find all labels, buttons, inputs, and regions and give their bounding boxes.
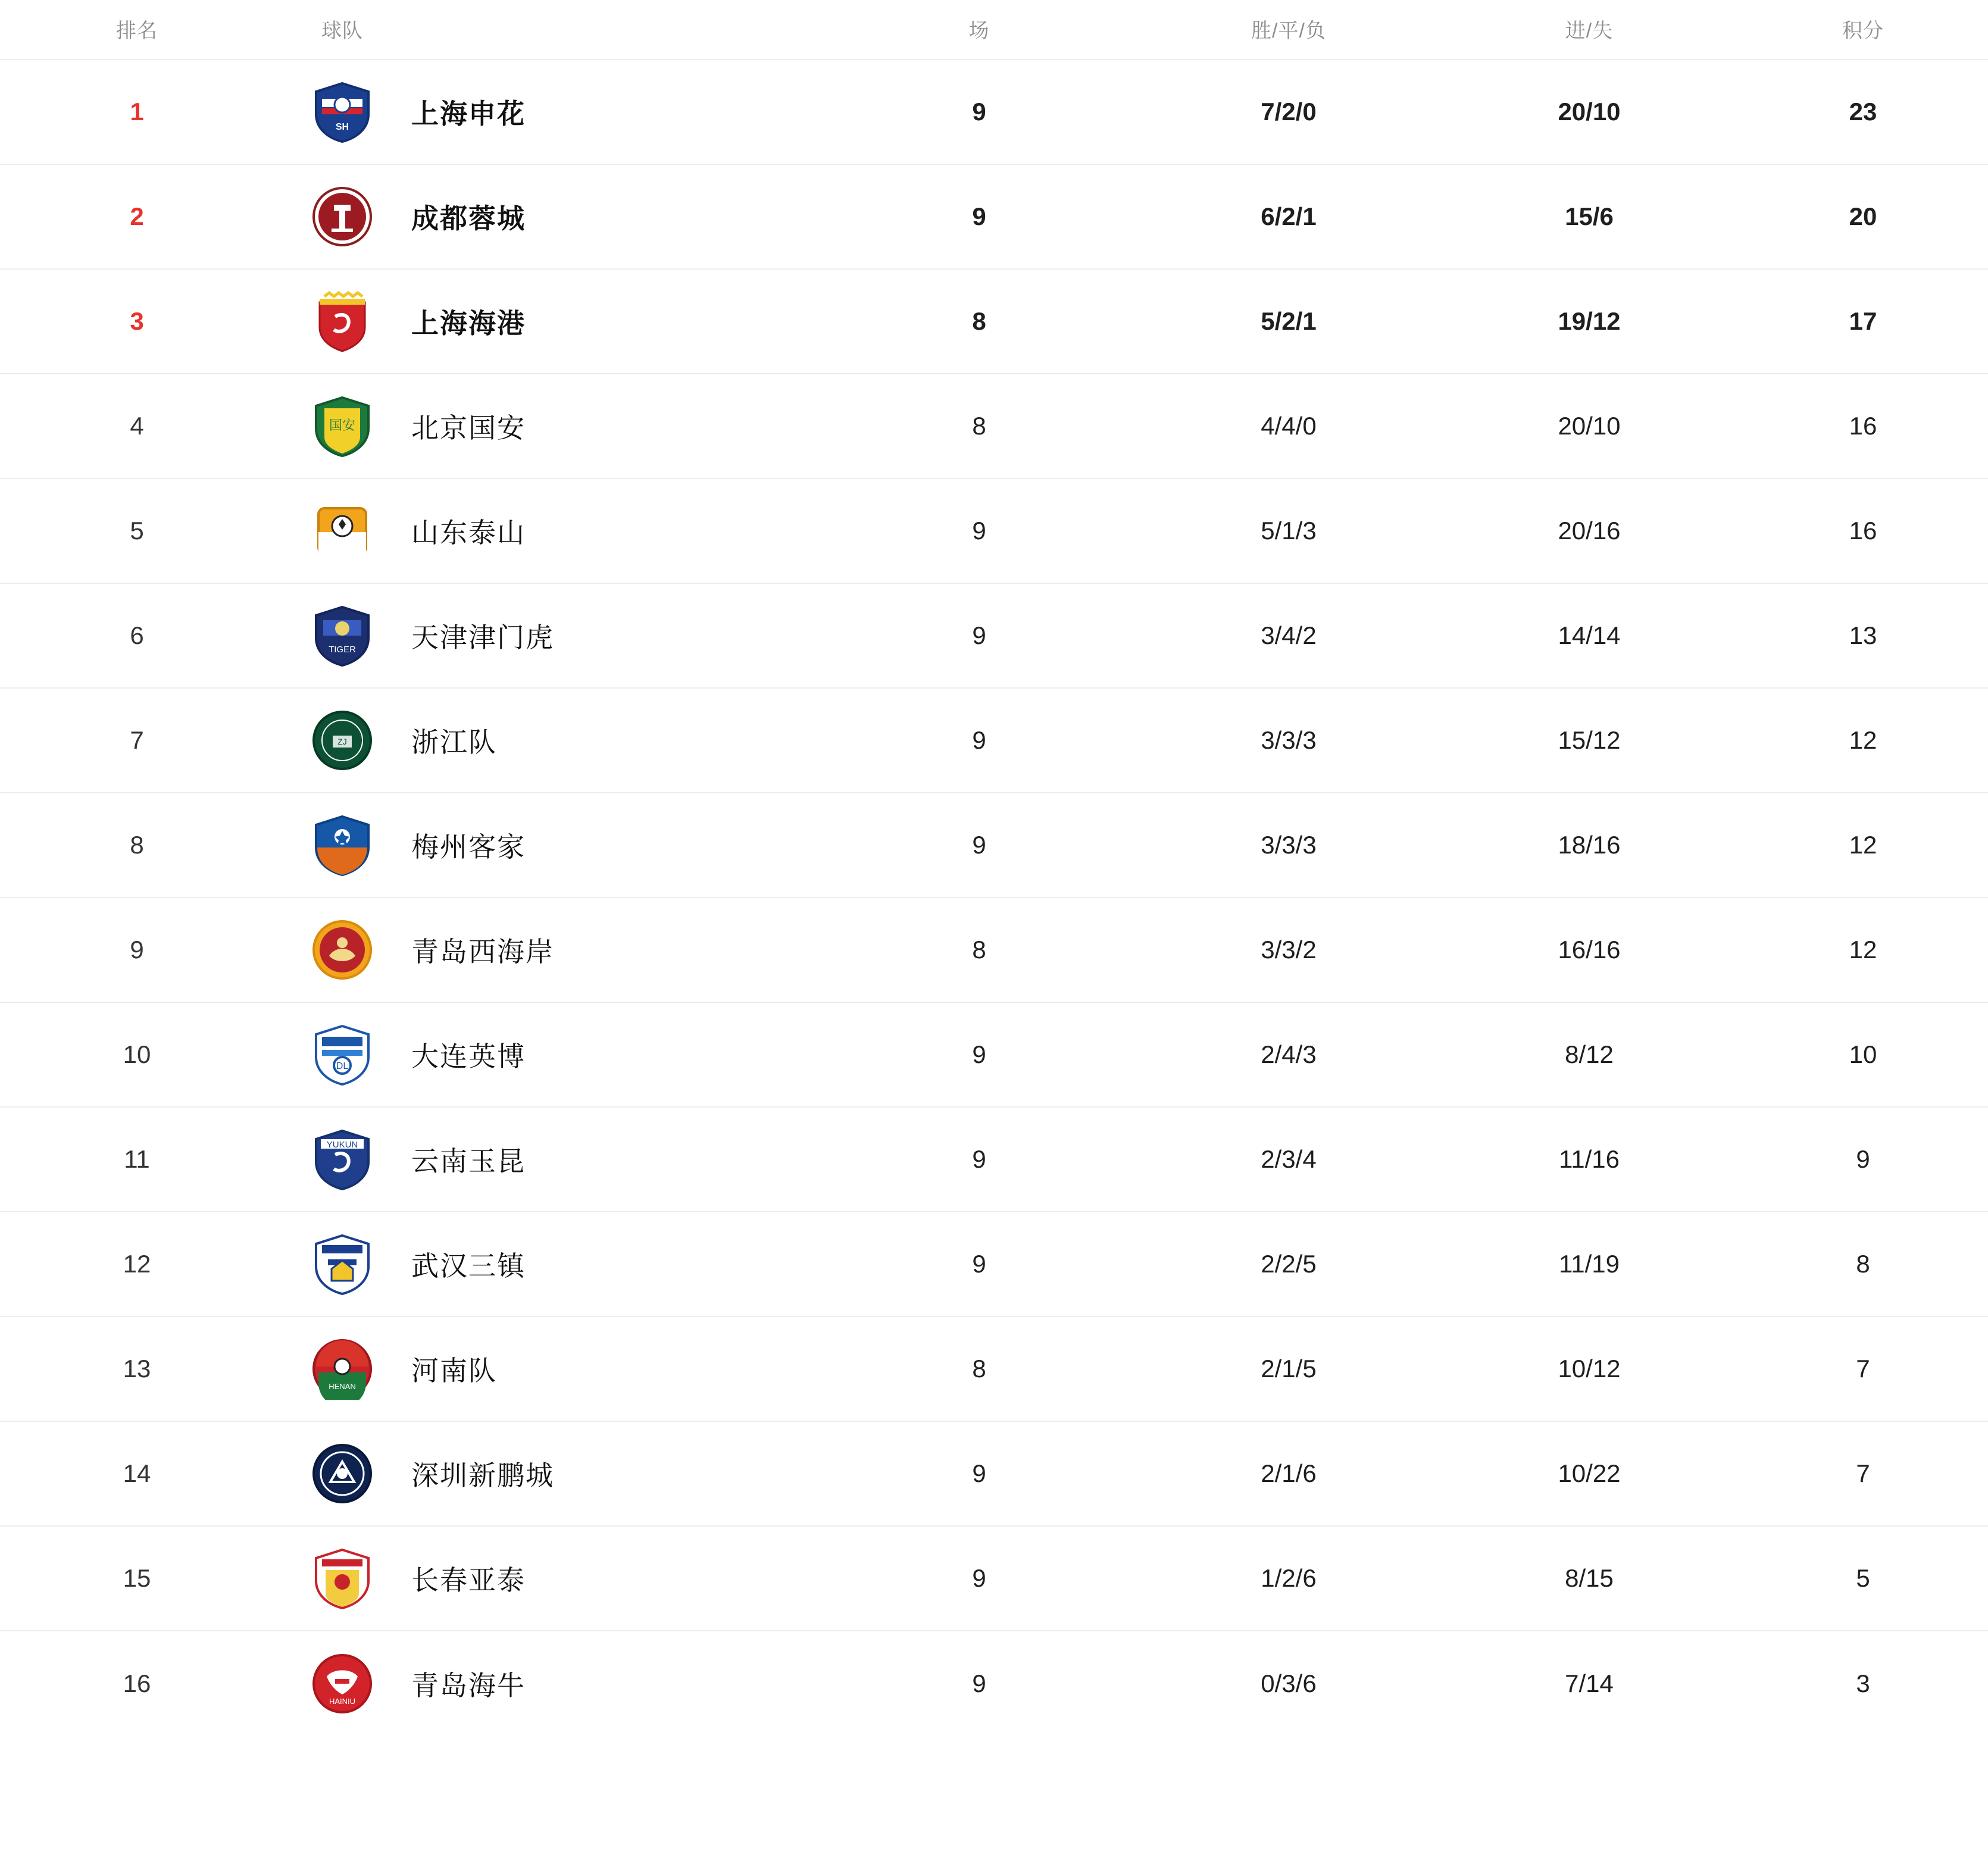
- team-name-cell[interactable]: 长春亚泰: [411, 1565, 526, 1596]
- goals-for-against-cell: 10/12: [1558, 1355, 1621, 1383]
- played-cell: 8: [972, 1355, 986, 1383]
- win-draw-loss-cell: 5/2/1: [1261, 307, 1317, 335]
- henan-crest: [311, 1338, 373, 1400]
- team-crest-cell: [274, 269, 411, 374]
- zhejiang-crest: [311, 709, 373, 771]
- team-name-cell[interactable]: 天津津门虎: [411, 622, 554, 653]
- column-header-team-name: [411, 0, 827, 60]
- team-name-cell[interactable]: 大连英博: [411, 1041, 526, 1072]
- points-cell: 23: [1849, 98, 1877, 126]
- played-cell: 9: [972, 621, 986, 649]
- table-row[interactable]: [0, 793, 1988, 897]
- table-row[interactable]: [0, 1316, 1988, 1421]
- table-row[interactable]: [0, 583, 1988, 688]
- win-draw-loss-cell: 5/1/3: [1261, 517, 1317, 545]
- chengdu-rongcheng-crest: [311, 186, 373, 248]
- played-cell: 9: [972, 517, 986, 545]
- column-header-wdl: 胜/平/负: [1251, 20, 1326, 42]
- beijing-guoan-crest: [311, 395, 373, 457]
- team-crest-cell: [274, 60, 411, 164]
- team-name-cell[interactable]: 武汉三镇: [411, 1250, 526, 1281]
- rank-cell: 16: [123, 1669, 151, 1697]
- column-header-played: 场: [968, 20, 990, 42]
- column-header-team-logo: 球队: [321, 20, 363, 42]
- svg-text:HAINIU: HAINIU: [329, 1696, 356, 1706]
- rank-cell: 5: [130, 517, 144, 545]
- points-cell: 12: [1849, 831, 1877, 859]
- team-crest-cell: [274, 479, 411, 583]
- points-cell: 16: [1849, 517, 1877, 545]
- wuhan-three-towns-crest: [311, 1233, 373, 1295]
- rank-cell: 10: [123, 1040, 151, 1068]
- goals-for-against-cell: 14/14: [1558, 621, 1621, 649]
- points-cell: 8: [1856, 1250, 1870, 1278]
- goals-for-against-cell: 15/12: [1558, 726, 1621, 754]
- tianjin-jinmenhu-crest: [311, 605, 373, 667]
- win-draw-loss-cell: 3/3/3: [1261, 726, 1317, 754]
- team-name-cell[interactable]: 山东泰山: [411, 517, 526, 548]
- rank-cell: 14: [123, 1459, 151, 1487]
- played-cell: 9: [972, 726, 986, 754]
- goals-for-against-cell: 18/16: [1558, 831, 1621, 859]
- rank-cell: 11: [124, 1145, 150, 1173]
- qingdao-west-coast-crest: [311, 919, 373, 981]
- win-draw-loss-cell: 2/2/5: [1261, 1250, 1317, 1278]
- table-row[interactable]: [0, 479, 1988, 583]
- rank-cell: 7: [130, 726, 144, 754]
- svg-text:ZJ: ZJ: [337, 737, 347, 746]
- played-cell: 9: [972, 1040, 986, 1068]
- goals-for-against-cell: 8/15: [1565, 1564, 1614, 1592]
- win-draw-loss-cell: 7/2/0: [1261, 98, 1317, 126]
- points-cell: 12: [1849, 936, 1877, 964]
- team-name-cell[interactable]: 浙江队: [411, 727, 497, 758]
- rank-cell: 3: [130, 307, 144, 335]
- played-cell: 9: [972, 1564, 986, 1592]
- goals-for-against-cell: 15/6: [1565, 202, 1614, 230]
- rank-cell: 9: [130, 936, 144, 964]
- team-crest-cell: [274, 164, 411, 269]
- win-draw-loss-cell: 0/3/6: [1261, 1669, 1317, 1697]
- shandong-taishan-crest: [311, 500, 373, 562]
- table-row[interactable]: [0, 374, 1988, 479]
- svg-text:国安: 国安: [329, 418, 356, 433]
- table-row[interactable]: [0, 1526, 1988, 1631]
- points-cell: 16: [1849, 412, 1877, 440]
- played-cell: 9: [972, 831, 986, 859]
- team-name-cell[interactable]: 梅州客家: [411, 831, 526, 862]
- goals-for-against-cell: 20/16: [1558, 517, 1621, 545]
- goals-for-against-cell: 16/16: [1558, 936, 1621, 964]
- table-row[interactable]: [0, 688, 1988, 793]
- svg-text:YUKUN: YUKUN: [326, 1140, 358, 1150]
- played-cell: 9: [972, 1669, 986, 1697]
- goals-for-against-cell: 8/12: [1565, 1040, 1614, 1068]
- win-draw-loss-cell: 6/2/1: [1261, 202, 1317, 230]
- played-cell: 9: [972, 1459, 986, 1487]
- table-body: [0, 60, 1988, 1735]
- points-cell: 5: [1856, 1564, 1870, 1592]
- goals-for-against-cell: 10/22: [1558, 1459, 1621, 1487]
- column-header-rank: 排名: [116, 20, 158, 42]
- team-crest-cell: [274, 1631, 411, 1735]
- team-crest-cell: [274, 1107, 411, 1212]
- team-crest-cell: [274, 1316, 411, 1421]
- points-cell: 9: [1856, 1145, 1870, 1173]
- svg-text:SH: SH: [335, 122, 349, 132]
- rank-cell: 1: [130, 98, 144, 126]
- team-name-cell[interactable]: 深圳新鹏城: [411, 1460, 554, 1491]
- win-draw-loss-cell: 2/1/5: [1261, 1355, 1317, 1383]
- rank-cell: 4: [130, 412, 144, 440]
- team-crest-cell: [274, 1526, 411, 1631]
- team-name-cell[interactable]: 上海海港: [411, 308, 526, 339]
- table-row[interactable]: [0, 164, 1988, 269]
- team-name-cell[interactable]: 青岛西海岸: [411, 936, 554, 967]
- shanghai-shenhua-crest: [311, 81, 373, 143]
- table-row[interactable]: [0, 1107, 1988, 1212]
- team-name-cell[interactable]: 上海申花: [411, 98, 526, 129]
- svg-text:TIGER: TIGER: [329, 645, 356, 655]
- points-cell: 7: [1856, 1459, 1870, 1487]
- dalian-yingbo-crest: [311, 1024, 373, 1086]
- goals-for-against-cell: 7/14: [1565, 1669, 1614, 1697]
- column-header-points: 积分: [1842, 20, 1884, 42]
- win-draw-loss-cell: 2/4/3: [1261, 1040, 1317, 1068]
- goals-for-against-cell: 11/19: [1559, 1250, 1620, 1278]
- changchun-yatai-crest: [311, 1547, 373, 1609]
- svg-text:HENAN: HENAN: [329, 1382, 356, 1391]
- goals-for-against-cell: 20/10: [1558, 412, 1621, 440]
- win-draw-loss-cell: 2/3/4: [1261, 1145, 1317, 1173]
- win-draw-loss-cell: 3/3/3: [1261, 831, 1317, 859]
- points-cell: 12: [1849, 726, 1877, 754]
- team-name-cell[interactable]: 云南玉昆: [411, 1146, 526, 1177]
- win-draw-loss-cell: 2/1/6: [1261, 1459, 1317, 1487]
- team-crest-cell: [274, 688, 411, 793]
- win-draw-loss-cell: 1/2/6: [1261, 1564, 1317, 1592]
- rank-cell: 2: [130, 202, 144, 230]
- played-cell: 8: [972, 307, 986, 335]
- points-cell: 7: [1856, 1355, 1870, 1383]
- table-row[interactable]: [0, 1002, 1988, 1107]
- team-crest-cell: [274, 1421, 411, 1526]
- table-row[interactable]: [0, 1421, 1988, 1526]
- team-crest-cell: [274, 897, 411, 1002]
- win-draw-loss-cell: 3/4/2: [1261, 621, 1317, 649]
- team-name-cell[interactable]: 河南队: [411, 1355, 497, 1386]
- win-draw-loss-cell: 4/4/0: [1261, 412, 1317, 440]
- table-header: [0, 0, 1988, 60]
- team-name-cell[interactable]: 青岛海牛: [411, 1669, 526, 1701]
- table-row[interactable]: [0, 1631, 1988, 1735]
- table-row[interactable]: [0, 897, 1988, 1002]
- points-cell: 13: [1849, 621, 1877, 649]
- rank-cell: 8: [130, 831, 144, 859]
- team-name-cell[interactable]: 北京国安: [411, 412, 526, 443]
- table-header-row: [0, 0, 1988, 60]
- shanghai-port-crest: [311, 290, 373, 352]
- played-cell: 8: [972, 936, 986, 964]
- team-crest-cell: [274, 1002, 411, 1107]
- played-cell: 9: [972, 202, 986, 230]
- points-cell: 3: [1856, 1669, 1870, 1697]
- svg-text:DL: DL: [336, 1061, 349, 1071]
- played-cell: 9: [972, 98, 986, 126]
- played-cell: 9: [972, 1145, 986, 1173]
- column-header-goals: 进/失: [1565, 20, 1614, 42]
- shenzhen-peng-city-crest: [311, 1443, 373, 1505]
- table-row[interactable]: [0, 269, 1988, 374]
- played-cell: 9: [972, 1250, 986, 1278]
- meizhou-hakka-crest: [311, 814, 373, 876]
- rank-cell: 12: [123, 1250, 151, 1278]
- team-crest-cell: [274, 374, 411, 479]
- goals-for-against-cell: 11/16: [1559, 1145, 1620, 1173]
- team-name-cell[interactable]: 成都蓉城: [411, 203, 526, 234]
- points-cell: 10: [1849, 1040, 1877, 1068]
- team-crest-cell: [274, 793, 411, 897]
- rank-cell: 15: [123, 1564, 151, 1592]
- win-draw-loss-cell: 3/3/2: [1261, 936, 1317, 964]
- team-crest-cell: [274, 1212, 411, 1316]
- rank-cell: 6: [130, 621, 144, 649]
- played-cell: 8: [972, 412, 986, 440]
- yunnan-yukun-crest: [311, 1128, 373, 1190]
- qingdao-hainiu-crest: [311, 1653, 373, 1715]
- rank-cell: 13: [123, 1355, 151, 1383]
- table-row[interactable]: [0, 1212, 1988, 1316]
- team-crest-cell: [274, 583, 411, 688]
- goals-for-against-cell: 19/12: [1558, 307, 1621, 335]
- points-cell: 20: [1849, 202, 1877, 230]
- points-cell: 17: [1849, 307, 1877, 335]
- goals-for-against-cell: 20/10: [1558, 98, 1621, 126]
- table-row[interactable]: [0, 60, 1988, 164]
